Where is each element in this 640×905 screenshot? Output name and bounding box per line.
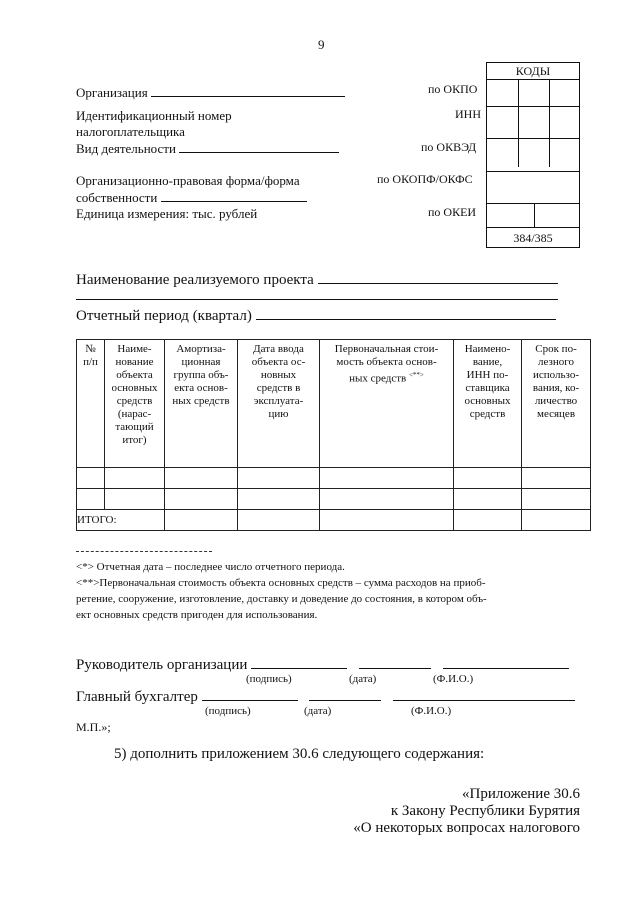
column-header: Наимено- вание, ИНН по- ставщика основных средств (454, 340, 522, 468)
accountant-fio-caption: (Ф.И.О.) (411, 705, 452, 717)
column-header: Амортиза- ционная группа объ- екта основ- ных средств (165, 340, 238, 468)
table-cell[interactable] (238, 468, 320, 489)
column-header: Дата ввода объекта ос- новных средств в эксплуата- цию (238, 340, 320, 468)
footnote-1: <*> Отчетная дата – последнее число отчетного периода. (76, 561, 345, 573)
table-cell[interactable] (454, 468, 522, 489)
head-signature-field (76, 654, 569, 674)
organization-field (76, 84, 345, 100)
table-cell[interactable] (454, 510, 522, 531)
organization-label: Организация (76, 85, 148, 100)
legal-form-label-1: Организационно-правовая форма/форма (76, 173, 300, 188)
appendix-line-3: «О некоторых вопросах налогового (353, 820, 580, 836)
footnote-2-line-2: ретение, сооружение, изготовление, доставку и доведение до состояния, в котором объ- (76, 593, 487, 605)
table-cell[interactable] (522, 468, 591, 489)
table-cell[interactable] (238, 489, 320, 510)
accountant-label: Главный бухгалтер (76, 689, 198, 705)
taxpayer-id-label-2: налогоплательщика (76, 124, 185, 139)
table-total-row (77, 510, 591, 531)
column-header: № п/п (77, 340, 105, 468)
legal-form-label-2: собственности (76, 190, 158, 205)
footnote-2-line-1: <**>Первоначальная стоимость объекта основных средств – сумма расходов на приоб- (76, 577, 486, 589)
project-name-blank[interactable] (318, 269, 558, 284)
table-cell[interactable] (320, 489, 454, 510)
column-header: Срок по- лезного использо- вания, ко- личество месяцев (522, 340, 591, 468)
table-cell[interactable] (522, 510, 591, 531)
okved-label: по ОКВЭД (421, 140, 477, 154)
appendix-line-2: к Закону Республики Бурятия (390, 803, 580, 819)
table-cell[interactable] (165, 510, 238, 531)
head-date-blank[interactable] (359, 654, 431, 669)
footnote-divider (76, 551, 212, 552)
appendix-line-1: «Приложение 30.6 (461, 786, 580, 802)
table-row (77, 468, 591, 489)
legal-form-blank[interactable] (161, 189, 307, 202)
table-cell[interactable] (105, 489, 165, 510)
table-cell[interactable] (77, 489, 105, 510)
unit-label: Единица измерения: тыс. рублей (76, 206, 258, 221)
total-label: ИТОГО: (77, 510, 165, 531)
table-header-row (77, 340, 591, 468)
table-cell[interactable] (165, 489, 238, 510)
head-date-caption: (дата) (349, 673, 377, 685)
activity-blank[interactable] (179, 140, 339, 153)
head-fio-blank[interactable] (443, 654, 569, 669)
fixed-assets-table (76, 339, 591, 531)
project-name-continuation-line (76, 299, 558, 300)
period-field (76, 305, 556, 325)
codes-title: КОДЫ (515, 64, 551, 78)
table-cell[interactable] (320, 468, 454, 489)
accountant-signature-field (76, 686, 575, 706)
table-row (77, 489, 591, 510)
legal-form-field (76, 189, 307, 205)
period-label: Отчетный период (квартал) (76, 308, 252, 324)
table-cell[interactable] (454, 489, 522, 510)
column-header: Наиме- нование объекта основных средств (нарас- тающий итог) (105, 340, 165, 468)
okpo-label: по ОКПО (428, 82, 478, 96)
footnote-mark: <**> (408, 371, 424, 379)
table-cell[interactable] (522, 489, 591, 510)
project-name-field (76, 269, 558, 289)
stamp-label: М.П.»; (76, 720, 111, 734)
activity-field (76, 140, 339, 156)
amendment-text: 5) дополнить приложением 30.6 следующего содержания: (114, 746, 485, 762)
taxpayer-id-label-1: Идентификационный номер (76, 108, 232, 123)
table-cell[interactable] (165, 468, 238, 489)
column-header: Первоначальная стои- мость объекта основ- ных средств (334, 343, 439, 385)
inn-label: ИНН (455, 107, 481, 121)
head-label: Руководитель организации (76, 657, 248, 673)
okei-label: по ОКЕИ (428, 205, 477, 219)
okei-value: 384/385 (513, 231, 553, 245)
organization-blank[interactable] (151, 84, 345, 97)
page-number: 9 (318, 37, 325, 52)
accountant-signature-blank[interactable] (202, 686, 298, 701)
accountant-date-caption: (дата) (304, 705, 332, 717)
table-cell[interactable] (320, 510, 454, 531)
accountant-signature-caption: (подпись) (205, 705, 251, 717)
project-name-label: Наименование реализуемого проекта (76, 272, 314, 288)
accountant-date-blank[interactable] (309, 686, 381, 701)
okopf-label: по ОКОПФ/ОКФС (377, 172, 473, 186)
footnote-2-line-3: ект основных средств пригоден для использования. (76, 609, 318, 621)
table-cell[interactable] (105, 468, 165, 489)
head-signature-caption: (подпись) (246, 673, 292, 685)
accountant-fio-blank[interactable] (393, 686, 575, 701)
table-cell[interactable] (77, 468, 105, 489)
head-fio-caption: (Ф.И.О.) (433, 673, 474, 685)
head-signature-blank[interactable] (251, 654, 347, 669)
column-header-cost (320, 340, 454, 468)
codes-box (486, 62, 580, 248)
activity-label: Вид деятельности (76, 141, 176, 156)
period-blank[interactable] (256, 305, 556, 320)
table-cell[interactable] (238, 510, 320, 531)
